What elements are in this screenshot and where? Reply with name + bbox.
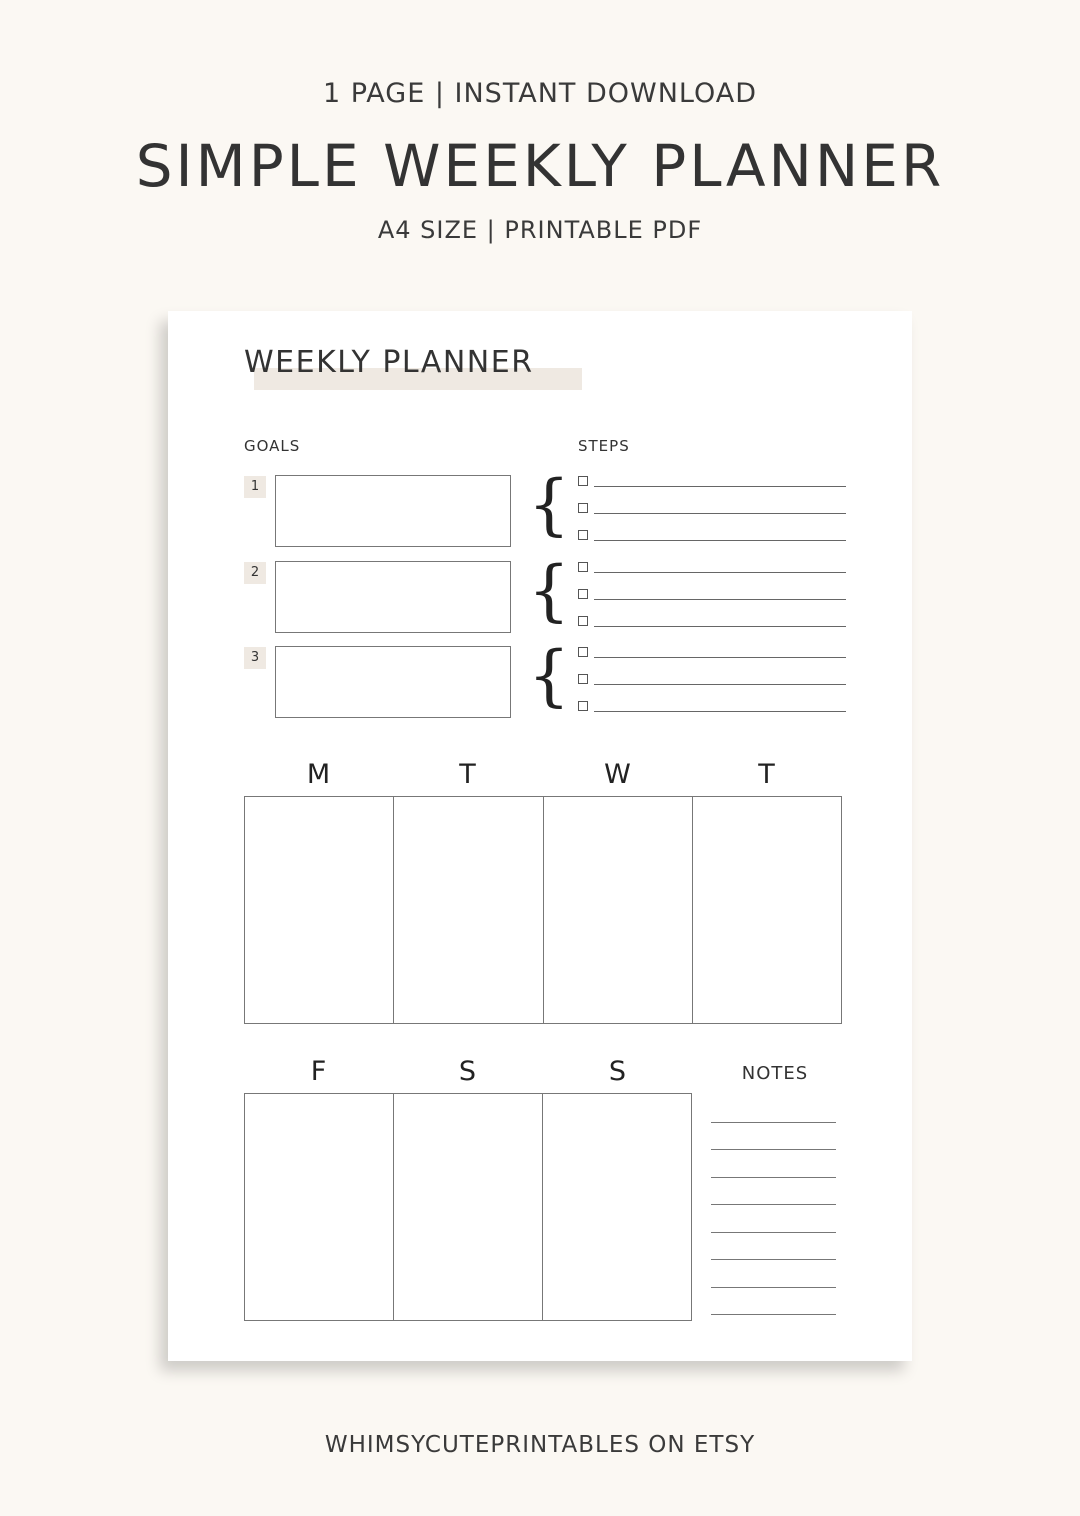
goal-number: 2 bbox=[244, 562, 266, 584]
week-grid-bottom bbox=[244, 1093, 692, 1321]
step-line bbox=[594, 540, 846, 541]
checkbox-icon[interactable] bbox=[578, 674, 588, 684]
step-line bbox=[594, 626, 846, 627]
day-box-wednesday[interactable] bbox=[543, 797, 692, 1023]
day-label-thursday: T bbox=[758, 759, 775, 790]
brace-icon: { bbox=[528, 466, 570, 543]
goal-number: 1 bbox=[244, 476, 266, 498]
step-item[interactable] bbox=[578, 476, 846, 490]
step-item[interactable] bbox=[578, 701, 846, 715]
step-item[interactable] bbox=[578, 616, 846, 630]
step-line bbox=[594, 572, 846, 573]
step-line bbox=[594, 711, 846, 712]
note-line[interactable] bbox=[711, 1259, 836, 1260]
checkbox-icon[interactable] bbox=[578, 616, 588, 626]
checkbox-icon[interactable] bbox=[578, 503, 588, 513]
goal-box-2[interactable] bbox=[275, 561, 511, 633]
step-item[interactable] bbox=[578, 647, 846, 661]
checkbox-icon[interactable] bbox=[578, 562, 588, 572]
note-line[interactable] bbox=[711, 1314, 836, 1315]
checkbox-icon[interactable] bbox=[578, 530, 588, 540]
checkbox-icon[interactable] bbox=[578, 647, 588, 657]
note-line[interactable] bbox=[711, 1122, 836, 1123]
step-line bbox=[594, 486, 846, 487]
step-line bbox=[594, 657, 846, 658]
step-line bbox=[594, 599, 846, 600]
day-box-saturday[interactable] bbox=[393, 1094, 542, 1320]
shop-credit: WHIMSYCUTEPRINTABLES ON ETSY bbox=[324, 1432, 756, 1458]
size-format-line: A4 SIZE | PRINTABLE PDF bbox=[377, 216, 703, 244]
goal-number: 3 bbox=[244, 647, 266, 669]
step-item[interactable] bbox=[578, 589, 846, 603]
checkbox-icon[interactable] bbox=[578, 701, 588, 711]
step-item[interactable] bbox=[578, 530, 846, 544]
day-box-friday[interactable] bbox=[245, 1094, 393, 1320]
week-grid-top bbox=[244, 796, 842, 1024]
goal-box-3[interactable] bbox=[275, 646, 511, 718]
notes-label: NOTES bbox=[741, 1063, 809, 1084]
goal-box-1[interactable] bbox=[275, 475, 511, 547]
sheet-title-block bbox=[244, 345, 534, 380]
top-tagline: 1 PAGE | INSTANT DOWNLOAD bbox=[322, 78, 758, 109]
note-line[interactable] bbox=[711, 1204, 836, 1205]
day-label-wednesday: W bbox=[604, 759, 631, 790]
checkbox-icon[interactable] bbox=[578, 476, 588, 486]
note-line[interactable] bbox=[711, 1149, 836, 1150]
brace-icon: { bbox=[528, 552, 570, 629]
day-box-sunday[interactable] bbox=[542, 1094, 691, 1320]
note-line[interactable] bbox=[711, 1177, 836, 1178]
brace-icon: { bbox=[528, 637, 570, 714]
day-label-sunday: S bbox=[608, 1056, 627, 1087]
day-label-saturday: S bbox=[458, 1056, 477, 1087]
planner-sheet bbox=[168, 311, 912, 1361]
note-line[interactable] bbox=[711, 1232, 836, 1233]
sheet-title: WEEKLY PLANNER bbox=[244, 345, 534, 380]
goals-label: GOALS bbox=[244, 437, 301, 455]
day-label-monday: M bbox=[306, 759, 331, 790]
step-line bbox=[594, 513, 846, 514]
steps-label: STEPS bbox=[578, 437, 630, 455]
day-box-thursday[interactable] bbox=[692, 797, 841, 1023]
day-label-friday: F bbox=[310, 1056, 327, 1087]
note-line[interactable] bbox=[711, 1287, 836, 1288]
day-box-monday[interactable] bbox=[245, 797, 393, 1023]
step-item[interactable] bbox=[578, 503, 846, 517]
step-item[interactable] bbox=[578, 562, 846, 576]
day-box-tuesday[interactable] bbox=[393, 797, 542, 1023]
checkbox-icon[interactable] bbox=[578, 589, 588, 599]
day-label-tuesday: T bbox=[459, 759, 476, 790]
step-item[interactable] bbox=[578, 674, 846, 688]
product-title: SIMPLE WEEKLY PLANNER bbox=[135, 132, 945, 200]
step-line bbox=[594, 684, 846, 685]
